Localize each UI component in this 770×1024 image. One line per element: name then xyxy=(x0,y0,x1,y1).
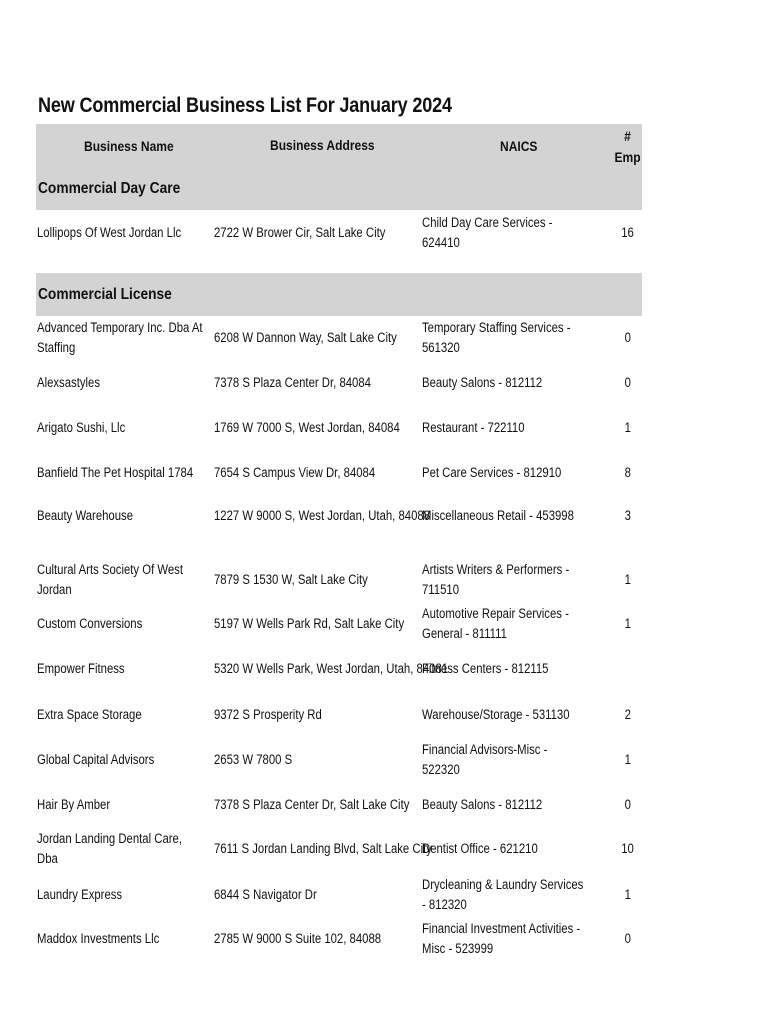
employee-count-cell xyxy=(600,213,655,253)
employee-count-cell-text: 1 xyxy=(624,752,631,767)
business-name-cell-text: Advanced Temporary Inc. Dba At Staffing xyxy=(37,320,203,355)
business-address-cell-text: 6208 W Dannon Way, Salt Lake City xyxy=(214,330,397,345)
naics-cell xyxy=(422,318,617,358)
business-address-cell xyxy=(214,408,429,448)
employee-count-cell xyxy=(600,875,655,915)
business-name-cell xyxy=(37,740,242,780)
business-name-cell-text: Cultural Arts Society Of West Jordan xyxy=(37,562,184,597)
naics-cell xyxy=(422,695,617,735)
business-address-cell-text: 7611 S Jordan Landing Blvd, Salt Lake City xyxy=(214,841,432,856)
naics-cell-text: Miscellaneous Retail - 453998 xyxy=(422,508,574,523)
employee-count-cell-text: 16 xyxy=(621,225,634,240)
naics-cell-text: Drycleaning & Laundry Services - 812320 xyxy=(422,877,584,912)
business-address-cell xyxy=(214,649,449,689)
naics-cell-text: Financial Investment Activities - Misc - 523999 xyxy=(422,921,581,956)
table-row xyxy=(0,829,770,869)
table-row xyxy=(0,453,770,493)
business-address-cell xyxy=(214,560,429,600)
naics-cell-text: Automotive Repair Services - General - 811111 xyxy=(422,606,569,641)
business-name-cell xyxy=(37,829,242,869)
business-address-cell xyxy=(214,453,429,493)
table-row xyxy=(0,604,770,644)
business-name-cell xyxy=(37,919,242,959)
business-name-cell-text: Hair By Amber xyxy=(37,797,111,812)
employee-count-cell xyxy=(600,496,655,536)
business-name-cell-text: Banfield The Pet Hospital 1784 xyxy=(37,465,194,480)
page-title: New Commercial Business List For January 2024 xyxy=(38,94,452,117)
employee-count-cell xyxy=(600,785,655,825)
table-row xyxy=(0,695,770,735)
business-name-cell-text: Custom Conversions xyxy=(37,616,143,631)
business-address-cell xyxy=(214,496,429,536)
table-row xyxy=(0,363,770,403)
employee-count-cell xyxy=(600,408,655,448)
business-name-cell xyxy=(37,408,242,448)
table-row xyxy=(0,919,770,959)
business-name-cell-text: Global Capital Advisors xyxy=(37,752,155,767)
naics-cell-text: Temporary Staffing Services - 561320 xyxy=(422,320,571,355)
naics-cell-text: Restaurant - 722110 xyxy=(422,420,525,435)
naics-cell-text: Beauty Salons - 812112 xyxy=(422,797,543,812)
business-address-cell-text: 7378 S Plaza Center Dr, 84084 xyxy=(214,375,371,390)
table-row xyxy=(0,875,770,915)
naics-cell xyxy=(422,740,617,780)
employee-count-cell-text: 10 xyxy=(621,841,634,856)
business-name-cell xyxy=(37,875,242,915)
naics-cell xyxy=(422,604,617,644)
section-title-day-care: Commercial Day Care xyxy=(38,180,181,197)
employee-count-cell-text: 0 xyxy=(624,330,631,345)
table-row xyxy=(0,785,770,825)
business-address-cell xyxy=(214,740,429,780)
business-name-cell-text: Alexsastyles xyxy=(37,375,101,390)
employee-count-cell xyxy=(600,363,655,403)
business-name-cell-text: Laundry Express xyxy=(37,887,123,902)
naics-cell xyxy=(422,785,617,825)
naics-cell-text: Beauty Salons - 812112 xyxy=(422,375,543,390)
business-address-cell-text: 1227 W 9000 S, West Jordan, Utah, 84088 xyxy=(214,508,431,523)
naics-cell xyxy=(422,875,617,915)
employee-count-cell-text: 0 xyxy=(624,931,631,946)
employee-count-cell-text: 1 xyxy=(624,887,631,902)
business-name-cell xyxy=(37,318,242,358)
table-row xyxy=(0,213,770,253)
employee-count-cell xyxy=(600,829,655,869)
business-name-cell xyxy=(37,560,242,600)
business-name-cell-text: Empower Fitness xyxy=(37,661,125,676)
business-address-cell-text: 2785 W 9000 S Suite 102, 84088 xyxy=(214,931,382,946)
business-name-cell xyxy=(37,213,242,253)
business-name-cell xyxy=(37,785,242,825)
employee-count-cell-text: 2 xyxy=(624,707,631,722)
business-name-cell xyxy=(37,695,242,735)
employee-count-cell xyxy=(600,318,655,358)
employee-count-cell-text: 8 xyxy=(624,465,631,480)
employee-count-cell-text: 1 xyxy=(624,420,631,435)
naics-cell-text: Warehouse/Storage - 531130 xyxy=(422,707,570,722)
business-address-cell xyxy=(214,919,429,959)
business-address-cell-text: 7654 S Campus View Dr, 84084 xyxy=(214,465,376,480)
employee-count-cell xyxy=(600,740,655,780)
business-address-cell-text: 1769 W 7000 S, West Jordan, 84084 xyxy=(214,420,400,435)
business-name-cell-text: Extra Space Storage xyxy=(37,707,142,722)
employee-count-cell xyxy=(600,919,655,959)
business-address-cell-text: 9372 S Prosperity Rd xyxy=(214,707,322,722)
naics-cell-text: Artists Writers & Performers - 711510 xyxy=(422,562,570,597)
naics-cell xyxy=(422,560,617,600)
business-address-cell xyxy=(214,318,429,358)
business-name-cell-text: Arigato Sushi, Llc xyxy=(37,420,126,435)
employee-count-cell xyxy=(600,649,655,689)
naics-cell-text: Dentist Office - 621210 xyxy=(422,841,538,856)
employee-count-cell xyxy=(600,695,655,735)
employee-count-cell xyxy=(600,560,655,600)
naics-cell-text: Child Day Care Services - 624410 xyxy=(422,215,553,250)
naics-cell xyxy=(422,213,617,253)
column-header-emp: Emp xyxy=(614,149,641,165)
business-address-cell-text: 2653 W 7800 S xyxy=(214,752,293,767)
business-address-cell xyxy=(214,363,429,403)
business-address-cell-text: 5197 W Wells Park Rd, Salt Lake City xyxy=(214,616,405,631)
naics-cell-text: Financial Advisors-Misc - 522320 xyxy=(422,742,548,777)
employee-count-cell-text: 0 xyxy=(624,797,631,812)
business-name-cell xyxy=(37,604,242,644)
naics-cell-text: Pet Care Services - 812910 xyxy=(422,465,562,480)
business-address-cell xyxy=(214,875,429,915)
business-name-cell xyxy=(37,453,242,493)
employee-count-cell-text: 0 xyxy=(624,375,631,390)
business-name-cell xyxy=(37,649,242,689)
business-name-cell xyxy=(37,363,242,403)
column-header-emp-count-symbol: # xyxy=(624,128,631,144)
naics-cell-text: Fitness Centers - 812115 xyxy=(422,661,549,676)
section-title-license: Commercial License xyxy=(38,286,172,303)
business-name-cell xyxy=(37,496,242,536)
employee-count-cell xyxy=(600,604,655,644)
business-address-cell-text: 6844 S Navigator Dr xyxy=(214,887,317,902)
column-header-naics: NAICS xyxy=(500,138,538,154)
business-address-cell-text: 7378 S Plaza Center Dr, Salt Lake City xyxy=(214,797,410,812)
table-row xyxy=(0,649,770,689)
business-address-cell xyxy=(214,695,429,735)
employee-count-cell-text: 3 xyxy=(624,508,631,523)
employee-count-cell-text: 1 xyxy=(624,616,631,631)
naics-cell xyxy=(422,649,617,689)
business-address-cell xyxy=(214,213,429,253)
business-name-cell-text: Lollipops Of West Jordan Llc xyxy=(37,225,182,240)
business-address-cell-text: 2722 W Brower Cir, Salt Lake City xyxy=(214,225,386,240)
business-address-cell-text: 7879 S 1530 W, Salt Lake City xyxy=(214,572,368,587)
table-row xyxy=(0,560,770,600)
business-address-cell-text: 5320 W Wells Park, West Jordan, Utah, 84081 xyxy=(214,661,449,676)
naics-cell xyxy=(422,496,617,536)
table-row xyxy=(0,318,770,358)
naics-cell xyxy=(422,453,617,493)
business-name-cell-text: Maddox Investments Llc xyxy=(37,931,160,946)
table-row xyxy=(0,740,770,780)
table-row xyxy=(0,496,770,536)
business-address-cell xyxy=(214,604,429,644)
business-name-cell-text: Beauty Warehouse xyxy=(37,508,134,523)
naics-cell xyxy=(422,408,617,448)
naics-cell xyxy=(422,829,617,869)
business-address-cell xyxy=(214,785,429,825)
table-row xyxy=(0,408,770,448)
column-header-business-name: Business Name xyxy=(84,138,174,154)
naics-cell xyxy=(422,919,617,959)
employee-count-cell xyxy=(600,453,655,493)
business-name-cell-text: Jordan Landing Dental Care, Dba xyxy=(37,831,183,866)
employee-count-cell-text: 1 xyxy=(624,572,631,587)
business-address-cell xyxy=(214,829,432,869)
naics-cell xyxy=(422,363,617,403)
column-header-business-address: Business Address xyxy=(270,137,375,153)
